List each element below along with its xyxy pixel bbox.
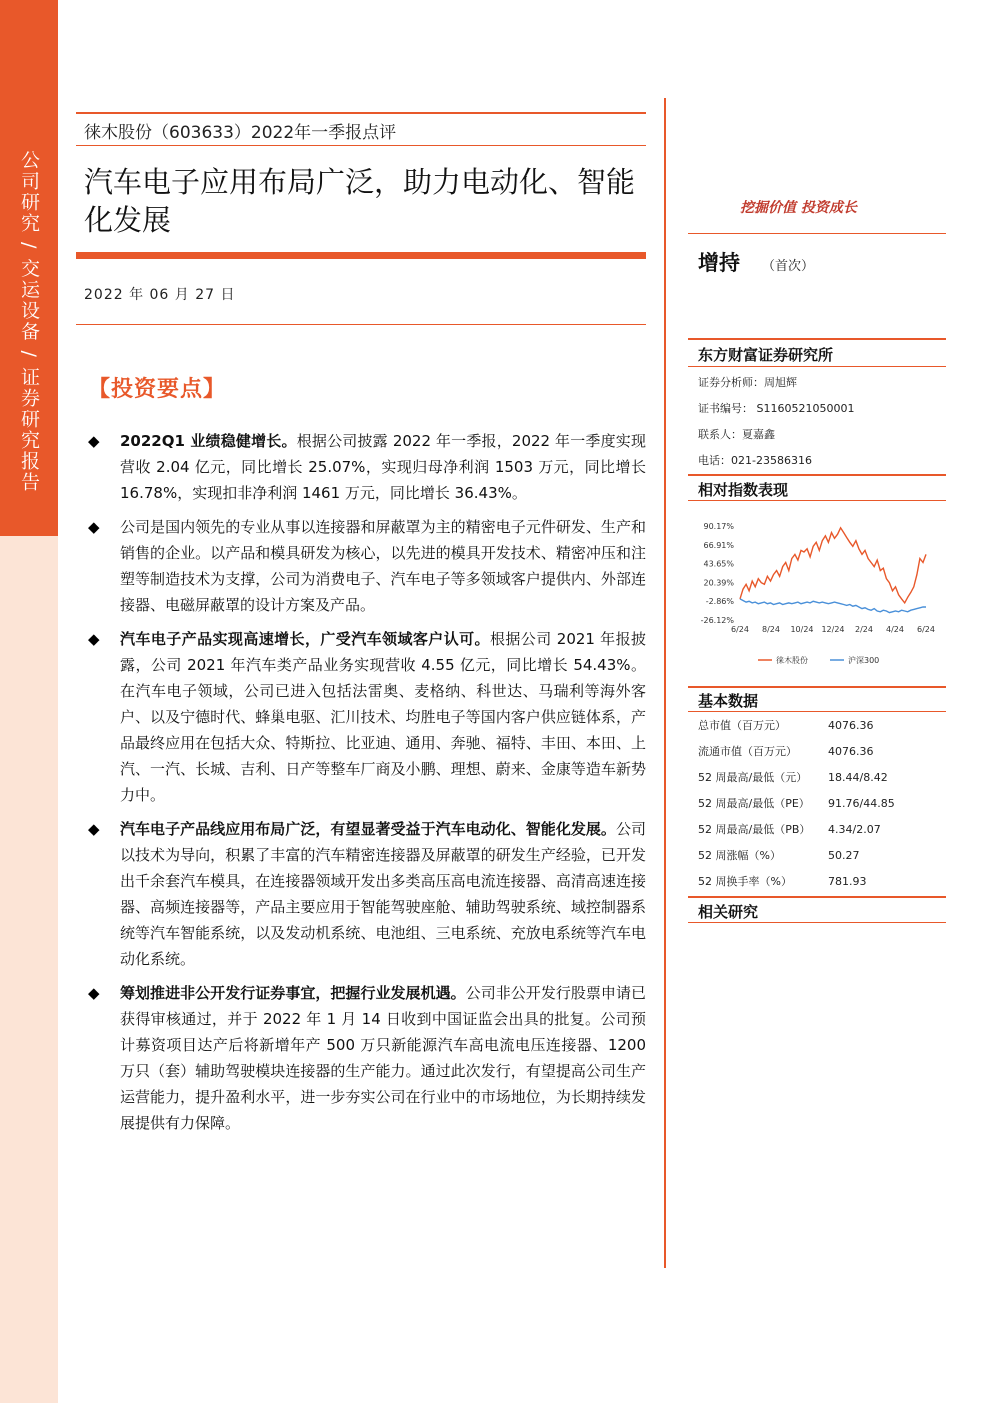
column-divider: [664, 98, 666, 1268]
related-rule-bottom: [688, 922, 946, 923]
x-tick-label: 4/24: [886, 625, 904, 634]
x-tick-label: 12/24: [821, 625, 845, 634]
diamond-bullet-icon: ◆: [88, 984, 100, 1002]
legend-label: 沪深300: [848, 656, 880, 665]
diamond-bullet-icon: ◆: [88, 518, 100, 536]
row-label: 52 周涨幅（%）: [698, 849, 781, 862]
x-tick-label: 2/24: [855, 625, 873, 634]
y-tick-label: 20.39%: [703, 578, 734, 588]
y-tick-label: -2.86%: [705, 597, 734, 607]
series-line: [740, 599, 926, 613]
table-row: [698, 712, 948, 738]
institute-rule-bottom: [688, 366, 946, 367]
y-tick-label: 43.65%: [703, 559, 734, 569]
rating-note: （首次）: [762, 259, 815, 274]
point-heading: 2022Q1 业绩稳健增长。: [120, 432, 297, 450]
point-text: 根据公司 2021 年报披露，公司 2021 年汽车类产品业务实现营收 4.55 亿元，同比增长 54.43%。在汽车电子领域，公司已进入包括法雷奥、麦格纳、科世达、马瑞利等海外客户、以及宁德时代、蜂巢电驱、汇川技术、均胜电子等国内客户供应链体系，产品最终应用在包括大众、特斯拉、比亚迪、通用、奔驰、福特、丰田、本田、上汽、一汽、长城、吉利、日产等整车厂商及小鹏、理想、蔚来、金康等造车新势力中。: [120, 630, 646, 804]
table-row: [698, 868, 948, 894]
row-label: 流通市值（百万元）: [698, 745, 797, 758]
title-bar: [76, 252, 646, 259]
y-tick-label: 66.91%: [703, 540, 734, 550]
relative-performance-chart: [690, 514, 946, 674]
table-row: [698, 738, 948, 764]
list-item: [84, 626, 646, 808]
row-value: 4.34/2.07: [828, 822, 881, 836]
institute-rule: [688, 338, 946, 340]
related-research-title: 相关研究: [698, 903, 759, 921]
y-tick-label: 90.17%: [703, 522, 734, 531]
x-tick-label: 6/24: [731, 625, 749, 634]
diamond-bullet-icon: ◆: [88, 630, 100, 648]
report-date: 2022 年 06 月 27 日: [84, 287, 236, 303]
row-label: 52 周最高/最低（PB）: [698, 823, 811, 836]
slogan: 挖掘价值 投资成长: [740, 200, 857, 216]
related-rule: [688, 896, 946, 898]
table-row: [698, 764, 948, 790]
x-tick-label: 6/24: [917, 625, 935, 634]
basic-rule: [688, 686, 946, 688]
point-text: 公司以技术为导向，积累了丰富的汽车精密连接器及屏蔽罩的研发生产经验，已开发出千余套汽车模具，在连接器领域开发出多类高压高电流连接器、高清高速连接器、高频连接器等，产品主要应用于智能驾驶座舱、辅助驾驶系统、域控制器系统等汽车智能系统，以及发动机系统、电池组、三电系统、充放电系统等汽车电动化系统。: [120, 820, 646, 968]
header-rule-bottom: [76, 145, 646, 146]
point-heading: 汽车电子产品实现高速增长，广受汽车领域客户认可。: [120, 630, 490, 648]
cert-number: 证书编号： S1160521050001: [698, 402, 855, 415]
row-value: 4076.36: [828, 744, 874, 758]
table-row: [698, 842, 948, 868]
row-label: 52 周最高/最低（PE）: [698, 797, 810, 810]
list-item: [84, 816, 646, 972]
page-title: 汽车电子应用布局广泛，助力电动化、智能化发展: [84, 165, 636, 237]
list-item: [84, 428, 646, 506]
institute-name: 东方财富证券研究所: [698, 346, 834, 364]
row-label: 52 周换手率（%）: [698, 875, 792, 888]
chart-rule-bottom: [688, 500, 946, 501]
row-value: 4076.36: [828, 718, 874, 732]
basic-data-table: [698, 712, 948, 894]
report-type: 徕木股份（603633）2022年一季报点评: [84, 123, 397, 143]
chart-title: 相对指数表现: [698, 481, 789, 499]
investment-points: [84, 428, 646, 1144]
date-rule: [76, 324, 646, 325]
point-text: 公司非公开发行股票申请已获得审核通过，并于 2022 年 1 月 14 日收到中国证监会出具的批复。公司预计募资项目达产后将新增年产 500 万只新能源汽车高电流电压连接器、1200 万只（套）辅助驾驶模块连接器的生产能力。通过此次发行，有望提高公司生产运营能力，提升盈利水平，进一步夯实公司在行业中的市场地位，为长期持续发展提供有力保障。: [120, 984, 646, 1132]
row-value: 50.27: [828, 848, 860, 862]
x-tick-label: 10/24: [790, 625, 814, 634]
point-text: 公司是国内领先的专业从事以连接器和屏蔽罩为主的精密电子元件研发、生产和销售的企业。以产品和模具研发为核心，以先进的模具开发技术、精密冲压和注塑等制造技术为支撑，公司为消费电子、汽车电子等多领域客户提供内、外部连接器、电磁屏蔽罩的设计方案及产品。: [120, 518, 646, 614]
point-heading: 筹划推进非公开发行证券事宜，把握行业发展机遇。: [120, 984, 466, 1002]
basic-data-title: 基本数据: [698, 692, 759, 710]
row-value: 781.93: [828, 874, 867, 888]
rating: 增持: [698, 251, 740, 275]
diamond-bullet-icon: ◆: [88, 432, 100, 450]
sidebar-accent: [0, 0, 58, 536]
chart-rule: [688, 474, 946, 476]
point-heading: 汽车电子产品线应用布局广泛，有望显著受益于汽车电动化、智能化发展。: [120, 820, 616, 838]
sidebar-category-text: 公司研究 / 交运设备 / 证券研究报告: [18, 150, 40, 493]
row-label: 52 周最高/最低（元）: [698, 771, 808, 784]
contact: 联系人：夏嘉鑫: [698, 428, 775, 441]
section-title: 【投资要点】: [88, 377, 227, 402]
header-rule-top: [76, 112, 646, 114]
row-value: 91.76/44.85: [828, 796, 895, 810]
series-line: [740, 528, 926, 603]
phone: 电话：021-23586316: [698, 454, 812, 467]
list-item: [84, 980, 646, 1136]
table-row: [698, 790, 948, 816]
legend-label: 徕木股份: [776, 656, 808, 665]
analyst: 证券分析师：周旭辉: [698, 376, 797, 389]
list-item: [84, 514, 646, 618]
point-text: 根据公司披露 2022 年一季报，2022 年一季度实现营收 2.04 亿元，同比增长 25.07%，实现归母净利润 1503 万元，同比增长 16.78%，实现扣非净利润 1461 万元，同比增长 36.43%。: [120, 432, 646, 502]
sidebar: [0, 0, 58, 1403]
diamond-bullet-icon: ◆: [88, 820, 100, 838]
y-tick-label: -26.12%: [700, 616, 734, 625]
table-row: [698, 816, 948, 842]
row-value: 18.44/8.42: [828, 770, 888, 784]
rating-rule: [688, 233, 946, 234]
x-tick-label: 8/24: [762, 625, 780, 634]
row-label: 总市值（百万元）: [698, 719, 786, 732]
